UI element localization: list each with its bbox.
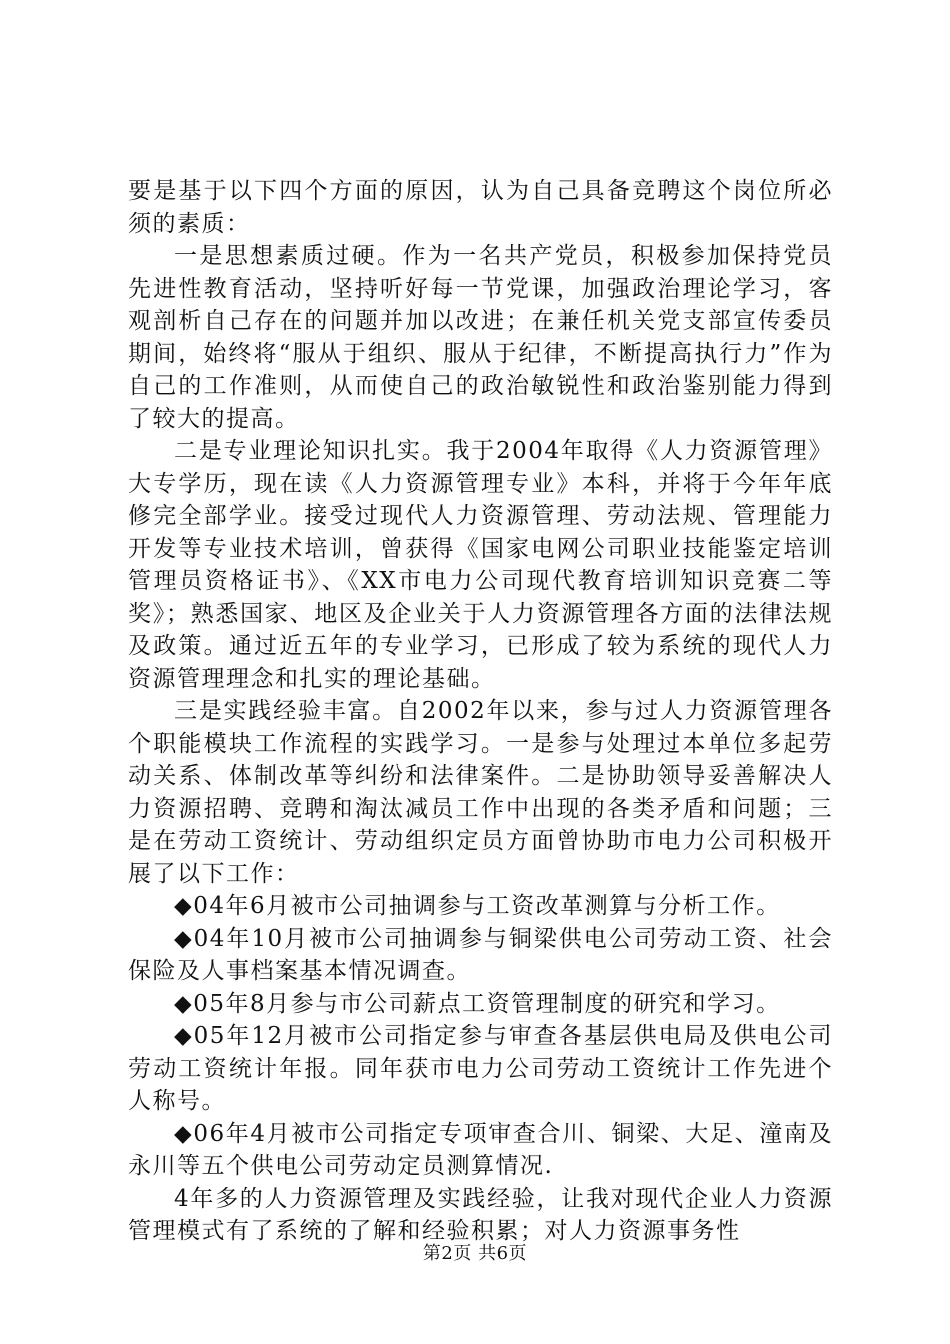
bullet-item-4: ◆05年12月被市公司指定参与审查各基层供电局及供电公司劳动工资统计年报。同年获市电力公司劳动工资统计工作先进个人称号。 <box>128 1023 833 1114</box>
paragraph-closing: 4年多的人力资源管理及实践经验，让我对现代企业人力资源管理模式有了系统的了解和经验积累；对人力资源事务性 <box>128 1185 833 1244</box>
bullet-item-5: ◆06年4月被市公司指定专项审查合川、铜梁、大足、潼南及永川等五个供电公司劳动定员测算情况. <box>128 1120 833 1179</box>
bullet-item-1: ◆04年6月被市公司抽调参与工资改革测算与分析工作。 <box>174 893 781 919</box>
paragraph-2: 一是思想素质过硬。作为一名共产党员，积极参加保持党员先进性教育活动，坚持听好每一节党课，加强政治理论学习，客观剖析自己存在的问题并加以改进；在兼任机关党支部宣传委员期间，始终将“服从于组织、服从于纪律，不断提高执行力”作为自己的工作准则，从而使自己的政治敏锐性和政治鉴别能力得到了较大的提高。 <box>128 243 833 432</box>
bullet-item-3: ◆05年8月参与市公司薪点工资管理制度的研究和学习。 <box>174 990 781 1017</box>
page-footer <box>0 1243 950 1265</box>
bullet-item-2: ◆04年10月被市公司抽调参与铜梁供电公司劳动工资、社会保险及人事档案基本情况调查。 <box>128 925 833 984</box>
document-body <box>128 175 833 1248</box>
paragraph-4: 三是实践经验丰富。自2002年以来，参与过人力资源管理各个职能模块工作流程的实践学习。一是参与处理过本单位多起劳动关系、体制改革等纠纷和法律案件。二是协助领导妥善解决人力资源招聘、竞聘和淘汰减员工作中出现的各类矛盾和问题；三是在劳动工资统计、劳动组织定员方面曾协助市电力公司积极开展了以下工作： <box>128 698 833 887</box>
page-number-label: 第2页 共6页 <box>422 1243 528 1264</box>
paragraph-3: 二是专业理论知识扎实。我于2004年取得《人力资源管理》大专学历，现在读《人力资源管理专业》本科，并将于今年年底修完全部学业。接受过现代人力资源管理、劳动法规、管理能力开发等专业技术培训，曾获得《国家电网公司职业技能鉴定培训管理员资格证书》、《XX市电力公司现代教育培训知识竞赛二等奖》；熟悉国家、地区及企业关于人力资源管理各方面的法律法规及政策。通过近五年的专业学习，已形成了较为系统的现代人力资源管理理念和扎实的理论基础。 <box>128 438 833 692</box>
paragraph-1: 要是基于以下四个方面的原因，认为自己具备竞聘这个岗位所必须的素质： <box>128 178 833 237</box>
